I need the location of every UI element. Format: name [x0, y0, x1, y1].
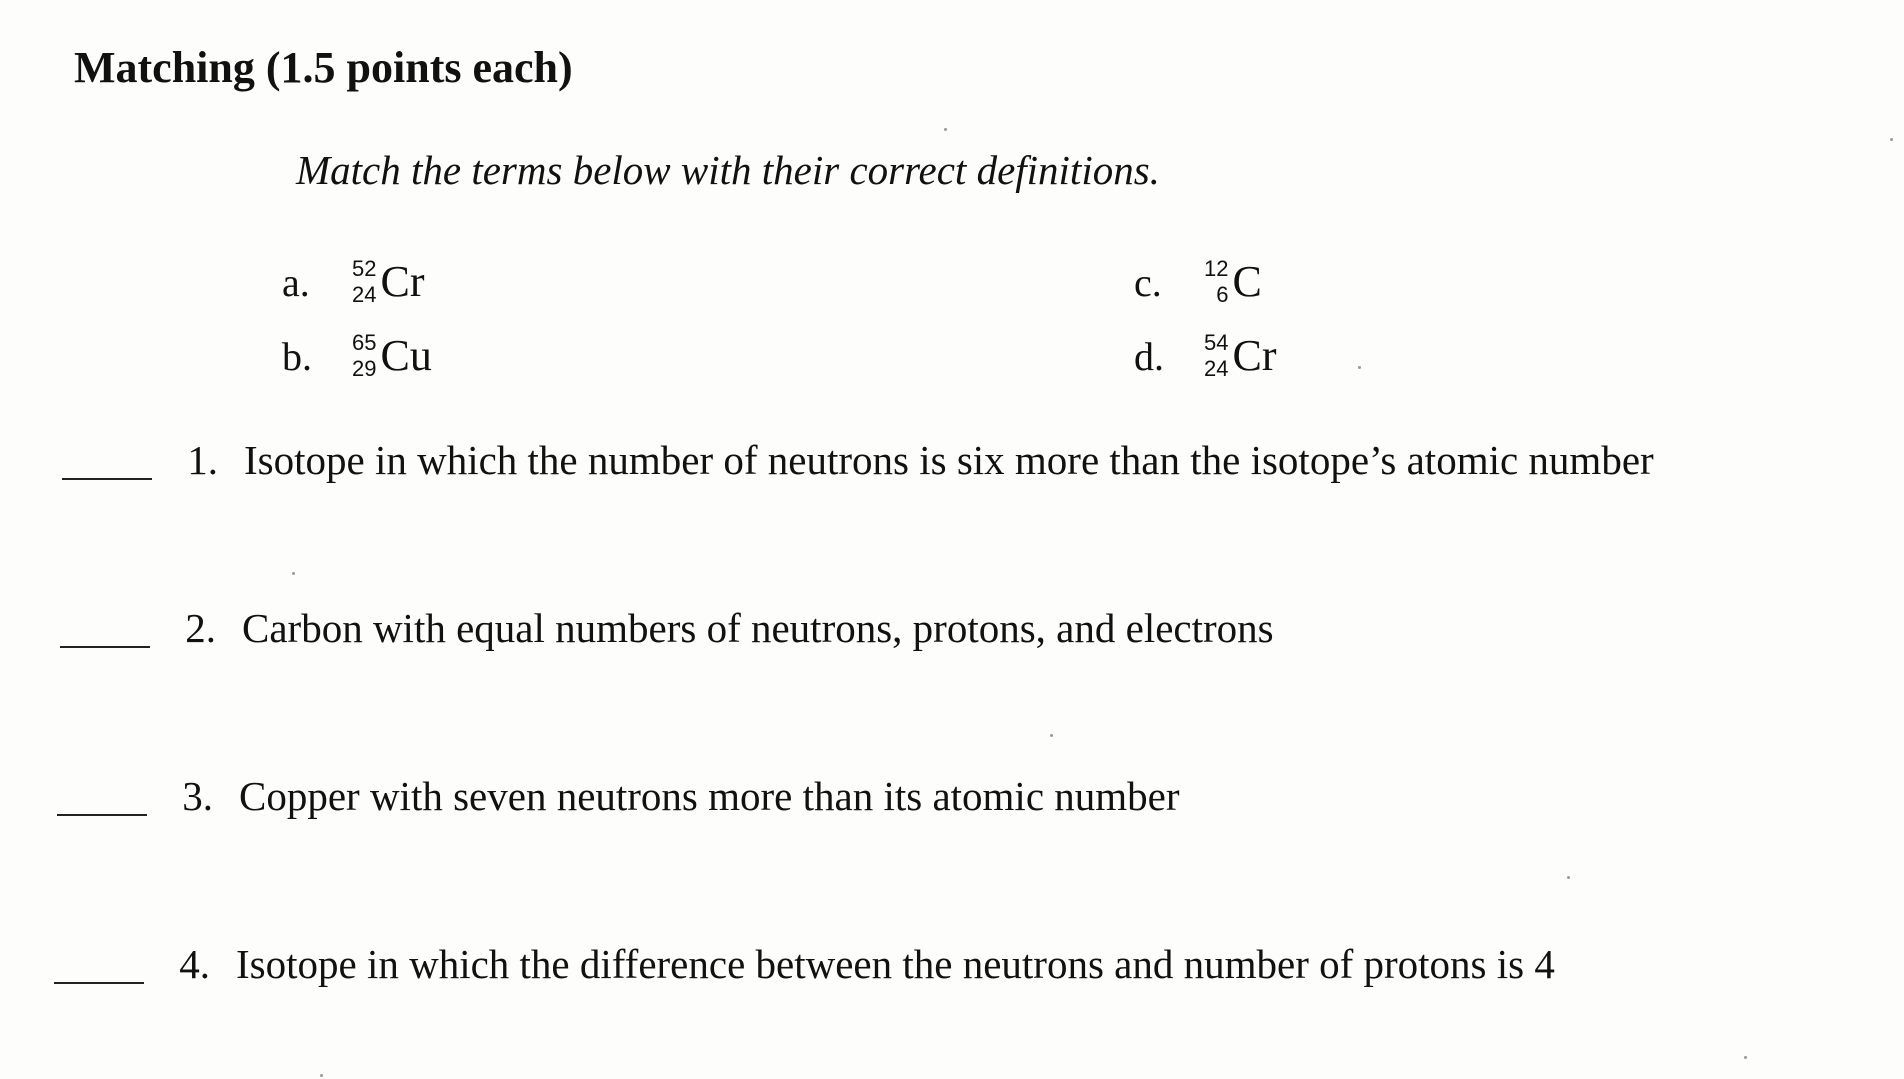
mass-number: 65	[352, 330, 377, 355]
mass-number: 12	[1204, 256, 1229, 281]
option-letter: b.	[282, 333, 312, 379]
option-b	[282, 330, 432, 382]
question-1	[62, 436, 1654, 484]
option-letter: d.	[1134, 333, 1164, 379]
option-d	[1134, 330, 1276, 382]
element-symbol: Cu	[380, 331, 432, 380]
option-a	[282, 256, 424, 308]
answer-blank-4[interactable]	[54, 981, 144, 984]
question-text: Isotope in which the difference between the neutrons and number of protons is 4	[236, 941, 1555, 987]
option-letter: a.	[282, 259, 310, 305]
scan-speck	[1050, 734, 1053, 737]
question-4	[54, 940, 1555, 988]
question-number: 4.	[179, 941, 210, 987]
atomic-number: 24	[1204, 356, 1229, 381]
question-number: 2.	[185, 605, 216, 651]
scan-speck	[292, 572, 295, 575]
scan-speck	[1567, 876, 1570, 879]
element-symbol: Cr	[380, 257, 425, 306]
element-symbol: C	[1232, 257, 1262, 306]
scan-speck	[1744, 1056, 1747, 1059]
answer-blank-3[interactable]	[57, 813, 147, 816]
question-text: Isotope in which the number of neutrons is six more than the isotope’s atomic number	[244, 437, 1654, 483]
nuclide-notation	[1204, 256, 1262, 308]
answer-blank-2[interactable]	[60, 645, 150, 648]
nuclide-notation	[352, 256, 424, 308]
scan-speck	[1358, 366, 1361, 369]
scan-speck	[944, 128, 947, 131]
option-c	[1134, 256, 1262, 308]
instructions-text: Match the terms below with their correct definitions.	[296, 147, 1160, 193]
atomic-number: 6	[1216, 282, 1229, 307]
nuclide-notation	[352, 330, 432, 382]
nuclide-notation	[1204, 330, 1276, 382]
question-2	[60, 604, 1274, 652]
option-letter: c.	[1134, 259, 1162, 305]
question-text: Copper with seven neutrons more than its atomic number	[239, 773, 1180, 819]
question-number: 3.	[182, 773, 213, 819]
mass-number: 54	[1204, 330, 1229, 355]
scan-speck	[1890, 138, 1893, 141]
mass-number: 52	[352, 256, 377, 281]
element-symbol: Cr	[1232, 331, 1277, 380]
question-3	[57, 772, 1180, 820]
scan-speck	[320, 1074, 323, 1077]
question-number: 1.	[187, 437, 218, 483]
atomic-number: 24	[352, 282, 377, 307]
question-text: Carbon with equal numbers of neutrons, protons, and electrons	[242, 605, 1274, 651]
atomic-number: 29	[352, 356, 377, 381]
answer-blank-1[interactable]	[62, 477, 152, 480]
section-heading: Matching (1.5 points each)	[74, 43, 573, 92]
